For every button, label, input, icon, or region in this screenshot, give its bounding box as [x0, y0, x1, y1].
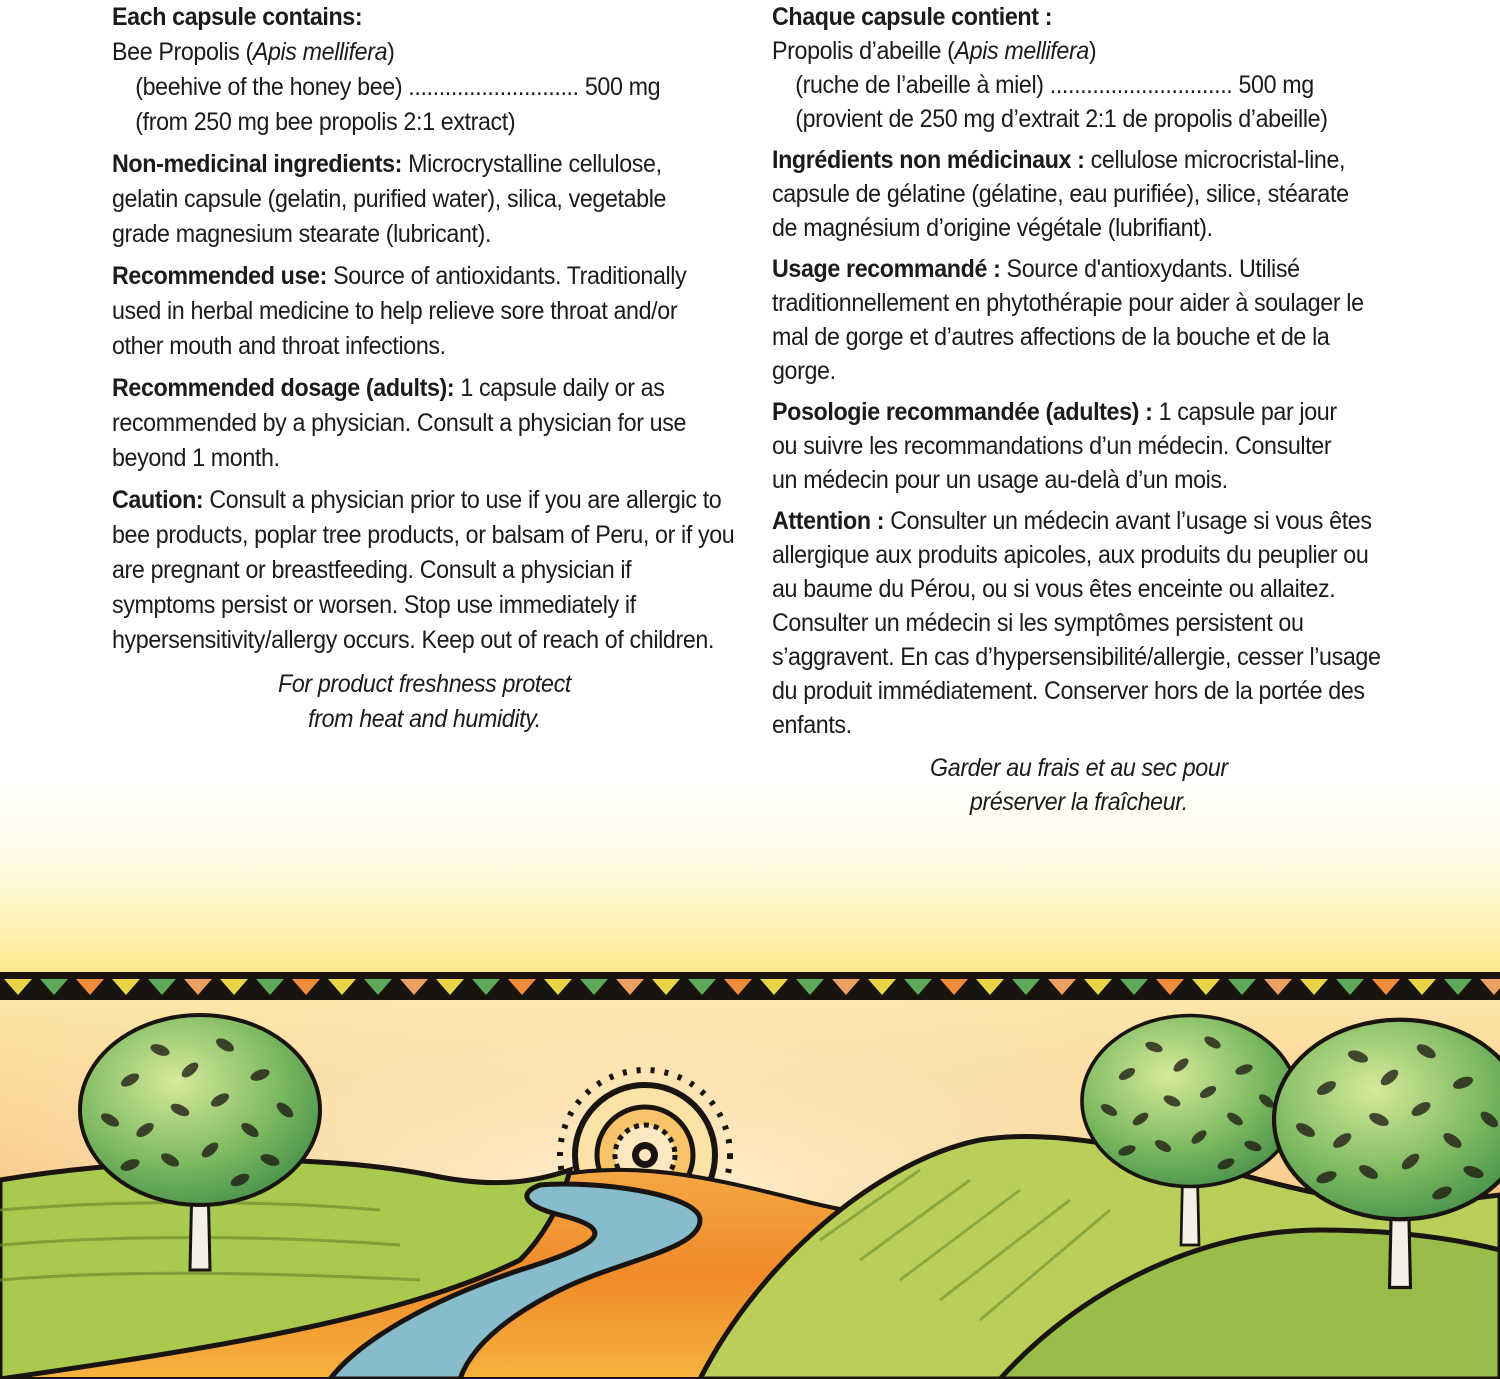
contents-section-en — [112, 0, 741, 140]
nonmedicinal-text-fr: cellulose microcristal-line, capsule de gélatine (gélatine, eau purifiée), silice, stéarate de magnésium d’origine végétale (lubrifiant). — [772, 146, 1349, 242]
use-text-en: Source of antioxidants. Traditionally used in herbal medicine to help relieve sore throat and/or other mouth and throat infections. — [112, 262, 687, 360]
caution-label-fr: Attention : — [772, 507, 885, 535]
contents-heading-fr: Chaque capsule contient : — [772, 3, 1053, 31]
ingredient-line-fr: Propolis d’abeille (Apis mellifera) — [772, 37, 1097, 65]
french-column — [772, 0, 1477, 819]
nonmedicinal-label-en: Non-medicinal ingredients: — [112, 150, 403, 178]
triangle-border — [0, 972, 1500, 1000]
use-text-fr: Source d'antioxydants. Utilisé traditionnellement en phytothérapie pour aider à soulager le mal de gorge et d’autres affections de la bouche et de la gorge. — [772, 255, 1364, 385]
dosage-section-en — [112, 371, 741, 476]
caution-label-en: Caution: — [112, 486, 204, 514]
nonmedicinal-label-fr: Ingrédients non médicinaux : — [772, 146, 1085, 174]
dosage-label-en: Recommended dosage (adults): — [112, 374, 455, 402]
use-label-en: Recommended use: — [112, 262, 327, 290]
english-column — [112, 0, 741, 737]
dosage-text-en: 1 capsule daily or as recommended by a physician. Consult a physician for use beyond 1 month. — [112, 374, 687, 472]
use-section-en — [112, 259, 741, 364]
extract-line-fr: (provient de 250 mg d’extrait 2:1 de propolis d’abeille) — [795, 105, 1328, 133]
source-line-fr: (ruche de l’abeille à miel) .............................. 500 mg — [795, 71, 1314, 99]
latin-name-fr: Apis mellifera — [954, 37, 1089, 65]
latin-name-en: Apis mellifera — [252, 38, 388, 66]
use-section-fr — [772, 252, 1477, 388]
caution-section-fr — [772, 504, 1477, 742]
contents-section-fr — [772, 0, 1477, 136]
landscape-illustration — [0, 965, 1500, 1379]
extract-line-en: (from 250 mg bee propolis 2:1 extract) — [135, 108, 516, 136]
caution-text-fr: Consulter un médecin avant l’usage si vous êtes allergique aux produits apicoles, aux produits du peuplier ou au baume du Pérou, ou si vous êtes enceinte ou allaitez. Consulter un médecin si les symptômes persistent ou s’aggravent. En cas d’hypersensibilité/allergie, cesser l’usage du produit immédiatement. Conserver hors de la portée des enfants. — [772, 507, 1381, 739]
dosage-section-fr — [772, 395, 1477, 497]
use-label-fr: Usage recommandé : — [772, 255, 1001, 283]
nonmedicinal-section-fr — [772, 143, 1477, 245]
ingredient-line-en: Bee Propolis (Apis mellifera) — [112, 38, 395, 66]
contents-heading-en: Each capsule contains: — [112, 3, 363, 31]
dosage-label-fr: Posologie recommandée (adultes) : — [772, 398, 1153, 426]
source-line-en: (beehive of the honey bee) ............................ 500 mg — [135, 73, 661, 101]
caution-section-en — [112, 483, 741, 658]
dosage-text-fr: 1 capsule par jour ou suivre les recommandations d’un médecin. Consulter un médecin pour un usage au-delà d’un mois. — [772, 398, 1337, 494]
storage-note-fr: Garder au frais et au sec pour préserver la fraîcheur. — [930, 754, 1228, 816]
caution-text-en: Consult a physician prior to use if you are allergic to bee products, poplar tree products, or balsam of Peru, or if you are pregnant or breastfeeding. Consult a physician if symptoms persist or worsen. Stop use immediately if hypersensitivity/allergy occurs. Keep out of reach of children. — [112, 486, 735, 654]
storage-note-en: For product freshness protect from heat and humidity. — [278, 670, 571, 733]
nonmedicinal-text-en: Microcrystalline cellulose, gelatin capsule (gelatin, purified water), silica, vegetable grade magnesium stearate (lubricant). — [112, 150, 667, 248]
nonmedicinal-section-en — [112, 147, 741, 252]
